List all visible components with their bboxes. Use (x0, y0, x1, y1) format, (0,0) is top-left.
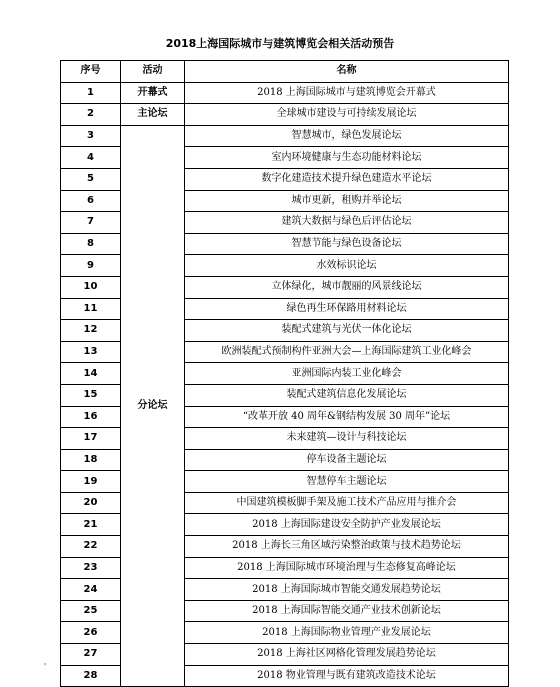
row-number: 20 (61, 492, 121, 514)
table-row (61, 125, 509, 147)
row-name: 2018 上海社区网格化管理发展趋势论坛 (185, 644, 509, 666)
row-name: 绿色再生环保路用材料论坛 (185, 298, 509, 320)
header-number: 序号 (61, 61, 121, 83)
row-activity: 开幕式 (121, 82, 185, 104)
table-row (61, 82, 509, 104)
row-name: 2018 上海长三角区域污染整治政策与技术趋势论坛 (185, 536, 509, 558)
row-number: 12 (61, 320, 121, 342)
row-name: “改革开放 40 周年&钢结构发展 30 周年”论坛 (185, 406, 509, 428)
row-name: 智慧节能与绿色设备论坛 (185, 233, 509, 255)
row-name: 2018 上海国际城市与建筑博览会开幕式 (185, 82, 509, 104)
row-name: 2018 上海国际城市环境治理与生态修复高峰论坛 (185, 557, 509, 579)
row-number: 27 (61, 644, 121, 666)
row-name: 全球城市建设与可持续发展论坛 (185, 104, 509, 126)
row-name: 建筑大数据与绿色后评估论坛 (185, 212, 509, 234)
row-number: 26 (61, 622, 121, 644)
row-name: 水效标识论坛 (185, 255, 509, 277)
row-name: 城市更新，租购并举论坛 (185, 190, 509, 212)
row-name: 亚洲国际内装工业化峰会 (185, 363, 509, 385)
row-number: 5 (61, 168, 121, 190)
row-number: 17 (61, 428, 121, 450)
row-name: 室内环境健康与生态功能材料论坛 (185, 147, 509, 169)
row-name: 未来建筑—设计与科技论坛 (185, 428, 509, 450)
row-number: 14 (61, 363, 121, 385)
row-number: 16 (61, 406, 121, 428)
row-number: 1 (61, 82, 121, 104)
document-title: 2018上海国际城市与建筑博览会相关活动预告 (165, 37, 395, 50)
row-number: 19 (61, 471, 121, 493)
header-name: 名称 (185, 61, 509, 83)
row-number: 18 (61, 449, 121, 471)
page-mark: ' (44, 662, 47, 671)
row-name: 2018 上海国际建设安全防护产业发展论坛 (185, 514, 509, 536)
row-name: 2018 物业管理与既有建筑改造技术论坛 (185, 665, 509, 687)
row-name: 中国建筑模板脚手架及施工技术产品应用与推介会 (185, 492, 509, 514)
row-name: 停车设备主题论坛 (185, 449, 509, 471)
row-name: 2018 上海国际城市智能交通发展趋势论坛 (185, 579, 509, 601)
row-name: 智慧城市，绿色发展论坛 (185, 125, 509, 147)
row-name: 智慧停车主题论坛 (185, 471, 509, 493)
row-number: 6 (61, 190, 121, 212)
row-number: 28 (61, 665, 121, 687)
row-number: 7 (61, 212, 121, 234)
row-name: 装配式建筑信息化发展论坛 (185, 384, 509, 406)
row-number: 8 (61, 233, 121, 255)
row-name: 数字化建造技术提升绿色建造水平论坛 (185, 168, 509, 190)
row-name: 2018 上海国际智能交通产业技术创新论坛 (185, 600, 509, 622)
table-header-row (61, 61, 509, 83)
row-number: 21 (61, 514, 121, 536)
row-number: 11 (61, 298, 121, 320)
row-activity-merged: 分论坛 (121, 125, 185, 686)
row-number: 9 (61, 255, 121, 277)
row-number: 13 (61, 341, 121, 363)
row-number: 25 (61, 600, 121, 622)
row-number: 22 (61, 536, 121, 558)
header-activity: 活动 (121, 61, 185, 83)
table-row (61, 104, 509, 126)
row-number: 10 (61, 276, 121, 298)
row-name: 立体绿化，城市靓丽的风景线论坛 (185, 276, 509, 298)
row-number: 24 (61, 579, 121, 601)
row-number: 3 (61, 125, 121, 147)
row-number: 23 (61, 557, 121, 579)
row-name: 2018 上海国际物业管理产业发展论坛 (185, 622, 509, 644)
row-name: 欧洲装配式预制构件亚洲大会—上海国际建筑工业化峰会 (185, 341, 509, 363)
row-name: 装配式建筑与光伏一体化论坛 (185, 320, 509, 342)
row-number: 2 (61, 104, 121, 126)
activity-table (60, 60, 509, 687)
row-activity: 主论坛 (121, 104, 185, 126)
row-number: 15 (61, 384, 121, 406)
row-number: 4 (61, 147, 121, 169)
